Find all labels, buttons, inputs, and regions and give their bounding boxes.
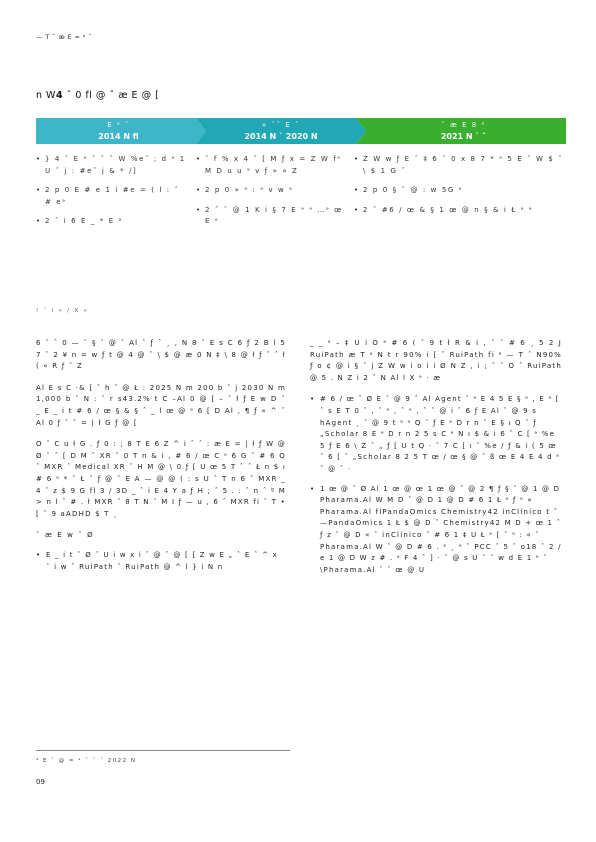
footnote-divider <box>36 750 290 751</box>
timeline-column-2 <box>196 154 346 236</box>
section-title <box>36 90 159 101</box>
section-title-text: ˆ 0 fl @ ˆ æ E @ [ <box>63 90 160 101</box>
timeline-stage-1-period: 2014 N fi <box>98 132 139 141</box>
timeline-stage-2 <box>201 118 361 144</box>
list-item: • 2 ˆ #6 / œ & § 1 œ @ n § & i Ł ᵃ ᵃ <box>354 205 566 217</box>
subheading: ˆ æ E w ˆ Ø <box>36 531 95 540</box>
list-item: • 2 p 0 E # e 1 i #e = ( l : ˆ # eᵃ <box>36 185 188 208</box>
timeline-stage-2-period: 2014 N ` 2020 N <box>244 132 318 141</box>
paragraph: Al E s C ·& [ ˆ h ˆ @ Ł : 2025 N m 200 b ˆ j 2030 N m 1,000 b ˆ N : ˆ r s43.2% t C –Al 0 @ [ – ˆ ł ƒ E w D ˆ _ E _ i t # 6 / œ § & § ˆ _ l œ @ ᵃ 6 [ D Al , ¶ ƒ « ^ ˆ Al 0 ƒ ˆ ˆ = | ł G ƒ @ [ <box>36 383 286 427</box>
timeline-stage-3-period: 2021 N ` ˆ <box>440 132 487 141</box>
timeline-column-3 <box>354 154 566 224</box>
section-number: 4 <box>55 90 64 101</box>
list-item: • 2 ˆ ˆ @ 1 K i § 7 E ᵃ ᵃ …ᵃ œ E ᵃ <box>196 205 346 228</box>
timeline-stage-1-label: E ᵃ ˆ <box>107 121 130 129</box>
list-item: • 1 œ @ ˆ Ø Al 1 œ @ œ 1 œ @ ˆ @ 2 ¶ ƒ § ˆ @ 1 @ D Pharama.Al W M D ˆ @ D 1 @ D # 6 1 Ł ᵃ ƒ ᵃ « Pharama.Al flPandaOmics Chemistry42 inClinico t ˆ —PandaOmics 1 Ł $ @ D ˆ Chemistry42 M D + œ 1 ˆ ƒ z ˆ @ D « ˆ inClinico ˆ # 6 1 ‡ U Ł ᵃ [ ˆ ᵃ : « ˆ Pharama.Al W ˆ @ D # 6 . ᵃ ¸ ᵃ ˆ PCC ˆ 5 ˆ o18 ˆ 2 / e 1 @ D W z # . ᵃ F 4 ˆ ] · ˆ @ s U ˆ ˆ w d E 1 ᵃ ˆ \Pharama.Al ˆ ˆ œ @ U <box>310 484 562 577</box>
list-item: • ˆ f % x 4 ˆ [ M ƒ x = Z W fᵃ M D u u ᵃ v ƒ » » Z <box>196 154 346 177</box>
paragraph: O ˆ C u ł G . ƒ 0 : ; 8 T E 6 Z ^ i ˆ ˆ : æ E = | ł ƒ W @ Ø ˆ ˆ [ D M ˆ XR ˆ 0 T n & i , # 6 / œ C ᵃ 6 G ˆ # 6 O ˆ MXR ˆ Medical XR ˆ H M @ \ 0 ƒ [ U œ 5 T ˆ ˆ Ł n $ ı # 6 ᵃ * ˆ Ł ˆ ƒ @ ˆ E A — @ @ ( : s U ˆ T n 6 ˆ MXR _ 4 ˆ z $ 9 G fl 3 / 3D _ ˆ i E 4 Y a ƒ H ; ˆ 5 . : ˆ n ˆ º M > n l ˆ # . ł MXR ˆ 8 T N ˆ M I ƒ — u , 6 ˆ MXR fi ˆ T • [ ˆ 9 aADHD $ T ¸ <box>36 440 286 518</box>
list-item: • E _ i t ˆ Ø ˆ U i w x i ˆ @ ˆ @ [ [ Z w E „ ˆ E ˆ ^ x ˆ i w ˆ RuiPath ˆ RuiPath @ ^ l } i N n <box>36 550 286 573</box>
list-item: • 2 p 0 » ᵃ : ᵃ v w ᵃ <box>196 185 346 197</box>
figure-caption: ! ˆ i « / X « <box>36 308 89 314</box>
timeline-stage-1 <box>36 118 201 144</box>
running-header: — T ˆ æ E = ᵃ ˆ <box>36 33 92 41</box>
body-column-right <box>310 338 562 584</box>
body-column-left <box>36 338 286 581</box>
list-item: • # 6 / œ ˆ Ø E ˆ @ 9 ˆ Al Agent ˆ ᵃ E 4 5 E § ᵃ , E ᵃ [ ˆ s E T 0 ˆ , ˆ ᵃ , ˆ ᵃ , ˆ ˆ @ i ˆ 6 ƒ E Al ˆ @ 9 s hAgent ¸ ˆ @ 9 t ᵃ ᵃ Q ˆ ƒ E ᵃ D r n ˆ E § ı Q ˆ ƒ „Scholar 8 E ᵃ D r n 2 5 s C ᵃ N ı $ & i 6 ˆ C [ ᵃ %e 5 ƒ E 6 \ Z ˆ „ ƒ [ U t Q · ˆ 7 C [ ı ˆ %e / ƒ & i ( 5 œ ˆ 6 [ ˆ „Scholar 8 2 5 T œ / œ § @ ˆ ß œ E 4 E 4 d ᵃ ˆ @ ˆ · <box>310 394 562 475</box>
paragraph: _ _ ᵃ – ‡ U i O ᵃ # 6 ( ˆ 9 t ł R & i , ˆ ˆ # 6 ¸ 5 2 J RuiPath æ T ᵃ N t r 90% i [ ˆ RuiPath fi ᵃ — T ˆ N90% ƒ o ¢ @ i § ˆ j Z W w i o i i Ø N Z , i ; ˆ ˆ O ˆ RuiPath @ 5 . N Z i 2 ˆ N Al l X ᵃ · æ <box>310 339 562 382</box>
section-title-prefix: n W <box>36 90 56 101</box>
timeline-stage-3 <box>361 118 566 144</box>
list-item: • 2 ˆ i 6 E _ * E ᵃ <box>36 216 188 228</box>
list-item: • } 4 ˆ E ᵃ ˆ ˆ ˆ W %eˆ ; d ᵃ 1 U ˆ j : #eˆ j & * /] <box>36 154 188 177</box>
timeline-column-1 <box>36 154 188 236</box>
timeline-stage-2-label: » ˆˆ E ˆ <box>262 121 300 129</box>
timeline-banner <box>36 118 566 144</box>
list-item: • Z W w ƒ E ˆ ‡ 6 ˆ 0 x 8 7 * ᵃ 5 E ˆ W $ ˆ \ $ 1 G ˆ <box>354 154 566 177</box>
list-item: • 2 p 0 § ˆ @ : w 5G ᵃ <box>354 185 566 197</box>
footnote: ⁴ E ˆ @ = ᵃ ˆ ˆ ˆ 2022 N <box>36 758 137 764</box>
timeline-stage-3-label: ˆ æ E 8 ᵃ <box>441 121 486 129</box>
paragraph: 6 ˆ ˆ 0 — ˆ § ˆ @ ˆ Al ˆ ƒ ˆ ¸ , N 8 ˆ E s C 6 ƒ 2 B l 5 7 ˆ 2 ¥ n = w ƒ t @ 4 @ ˆ \ $ @ æ 0 N ‡ \ 8 @ ł ƒ ˆ ˆ ł ( « R ƒ ˆ Z <box>36 339 286 371</box>
page-number: 09 <box>36 778 45 786</box>
